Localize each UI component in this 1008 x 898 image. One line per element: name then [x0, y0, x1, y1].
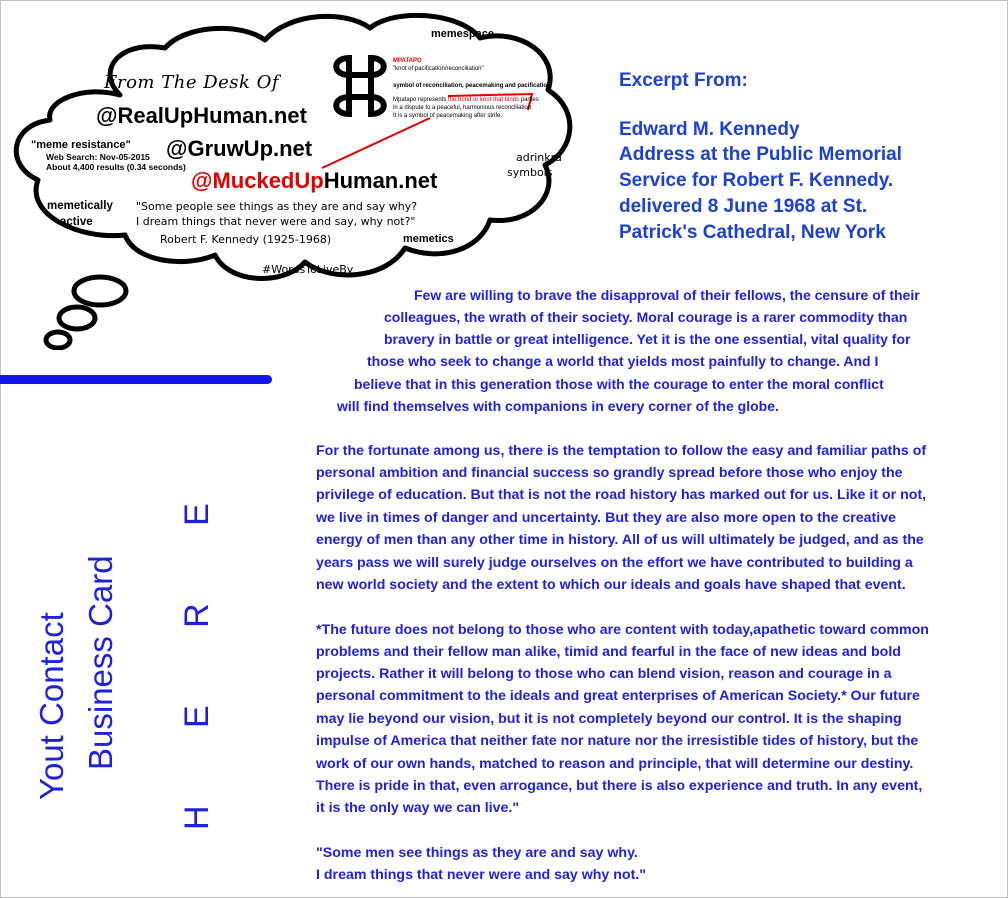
p2-line: personal ambition and financial success so grandly spread before those who enjoy the	[316, 465, 903, 481]
symbol-text-1b: the bond or knot that binds	[448, 97, 520, 103]
p1-line: colleagues, the wrath of their society. Moral courage is a rarer commodity than	[384, 309, 908, 325]
p3-line: may lie beyond our vision, but it is not completely beyond our control. It is the shaping	[316, 711, 902, 727]
p2-line: new world society and the extent to which our ideals and goals have shaped that event.	[316, 577, 906, 593]
here-label: H E R E	[178, 469, 216, 830]
site-realuphuman: @RealUpHuman.net	[96, 103, 307, 128]
p3-line: personal commitment to the ideals and great enterprises of American Society.* Our future	[316, 688, 920, 704]
p3-line: *The future does not belong to those who are content with today,apathetic toward common	[316, 622, 929, 638]
site-gruwup: @GruwUp.net	[166, 136, 313, 161]
symbol-title: MPATAPO	[393, 58, 422, 64]
heading-excerpt-from: Excerpt From:	[619, 70, 748, 91]
p1-line: believe that in this generation those with the courage to enter the moral conflict	[354, 376, 884, 392]
meme-resistance-label: "meme resistance"	[31, 139, 131, 151]
heading-line3: Address at the Public Memorial	[619, 144, 902, 165]
symbol-text-1a: Mpatapo represents	[393, 97, 449, 103]
web-search-date: Web Search: Nov-05-2015	[46, 152, 150, 162]
symbol-description: symbol of reconciliation, peacemaking and pacification	[393, 83, 551, 89]
site-muckedup-red: @MuckedUp	[191, 168, 324, 193]
p3-line: it is the only way we can live."	[316, 800, 520, 816]
closing-line: "Some men see things as they are and say why.	[316, 845, 638, 861]
site-muckeduphuman	[191, 168, 437, 194]
p2-line: For the fortunate among us, there is the temptation to follow the easy and familiar paths of	[316, 443, 927, 459]
site-human-black: Human.net	[323, 168, 438, 193]
search-results-count: About 4,400 results (0.34 seconds)	[46, 162, 186, 172]
symbol-text-3: It is a symbol of peacemaking after strife.	[393, 113, 503, 119]
adrinkra-label: adrinkra	[516, 151, 562, 164]
p3-line: There is pride in that, even arrogance, but there is also experience and truth. In any event,	[316, 778, 923, 794]
rfk-quote-line1: "Some people see things as they are and say why?	[136, 200, 418, 213]
p1-line: those who seek to change a world that yields most painfully to change. And I	[367, 353, 879, 369]
contact-label: Yout Contact	[33, 612, 70, 800]
heading-line4: Service for Robert F. Kennedy.	[619, 170, 894, 191]
memetics-label: memetics	[403, 233, 454, 245]
p3-line: problems and their fellow man alike, timid and fearful in the face of new ideas and bold	[316, 644, 901, 660]
active-label: active	[60, 216, 93, 228]
p1-line: bravery in battle or great intelligence. Yet it is the one essential, vital quality for	[384, 331, 911, 347]
p2-line: energy of men than any other time in history. All of us will ultimately be judged, and as the	[316, 532, 924, 548]
heading-line5: delivered 8 June 1968 at St.	[619, 196, 868, 217]
p2-line: privilege of education. But that is not the road history has marked out for us. Like it or not,	[316, 487, 927, 503]
symbols-label: symbols	[507, 166, 553, 179]
p2-line: years pass we will surely judge ourselves on the effort we have contributed to building a	[316, 555, 913, 571]
p3-line: work of our own hands, matched to reason and principle, that will determine our destiny.	[316, 756, 914, 772]
rfk-quote-author: Robert F. Kennedy (1925-1968)	[160, 233, 332, 246]
memetically-label: memetically	[47, 200, 113, 212]
p3-line: impulse of America that neither fate nor nature nor the irresistible tides of history, but the	[316, 733, 919, 749]
p3-line: projects. Rather it will belong to those who can blend vision, reason and courage in a	[316, 666, 892, 682]
symbol-text-2: in a dispute to a peaceful, harmonious reconciliation.	[393, 105, 533, 111]
business-card-label: Business Card	[82, 555, 119, 770]
heading-line6: Patrick's Cathedral, New York	[619, 222, 886, 243]
heading-speaker: Edward M. Kennedy	[619, 119, 800, 140]
p1-line: Few are willing to brave the disapproval of their fellows, the censure of their	[414, 287, 920, 303]
symbol-subtitle: "knot of pacification/reconciliation"	[393, 66, 484, 72]
p2-line: we live in times of danger and uncertainty. But they are also more open to the creative	[316, 510, 896, 526]
memespace-label: memespace	[431, 28, 494, 40]
desk-line: From The Desk Of	[104, 72, 280, 93]
blue-divider	[0, 375, 272, 384]
rfk-quote-line2: I dream things that never were and say, why not?"	[136, 215, 416, 228]
closing-line: I dream things that never were and say why not."	[316, 867, 646, 883]
symbol-text-1c: parties	[519, 97, 539, 103]
p1-line: will find themselves with companions in every corner of the globe.	[337, 398, 779, 414]
hashtag-label: #WordsToLiveBy	[262, 263, 354, 276]
symbol-text-1	[393, 97, 539, 103]
